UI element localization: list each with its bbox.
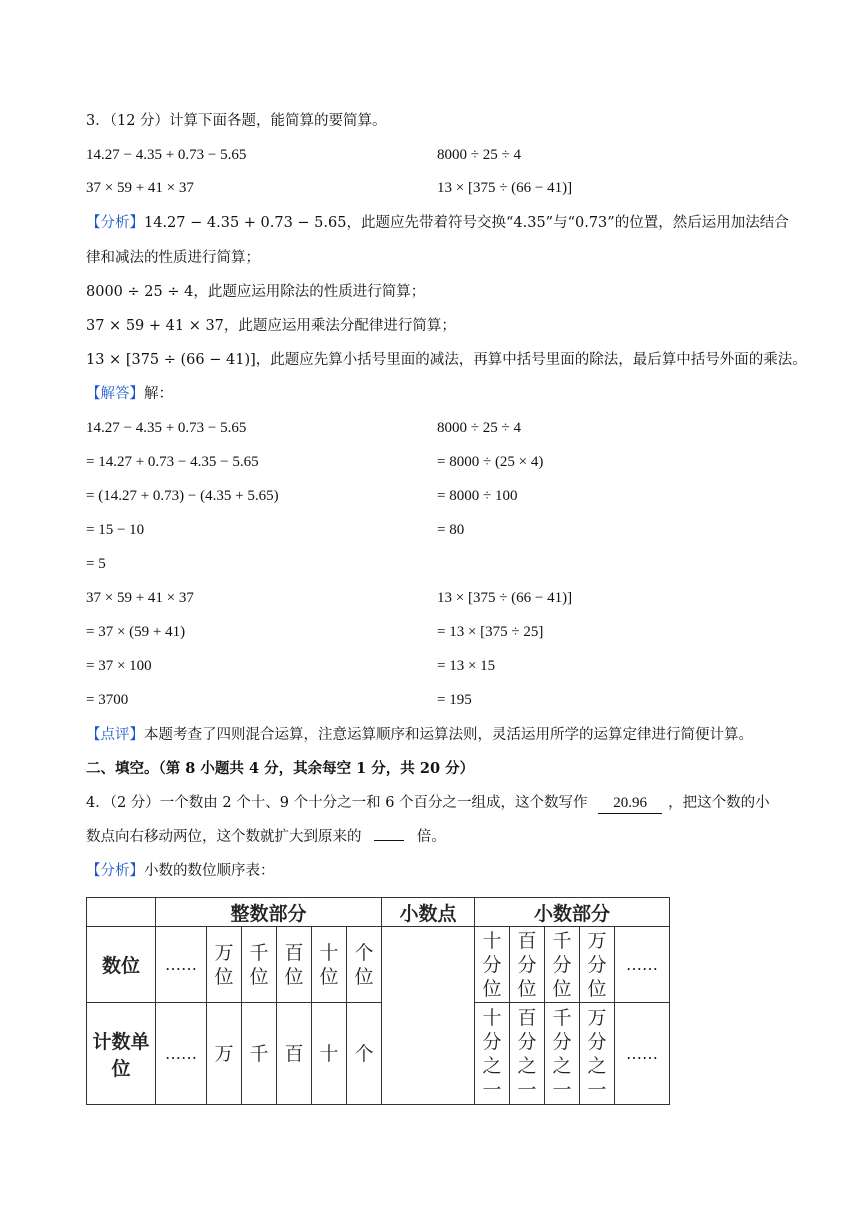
- decimal-point-cell: [382, 927, 475, 1105]
- comment-text: 本题考查了四则混合运算，注意运算顺序和运算法则，灵活运用所学的运算定律进行简便计算。: [144, 727, 753, 743]
- left-step: = 37 × (59 + 41): [86, 624, 186, 640]
- left-step: = 3700: [86, 692, 129, 708]
- dec-place-cell: 万 分 位: [580, 927, 615, 1003]
- int-unit-cell: 个: [347, 1003, 382, 1105]
- left-step: = 15 − 10: [86, 522, 145, 538]
- int-unit-cell: 百: [277, 1003, 312, 1105]
- dec-unit-cell: 十 分 之 一: [475, 1003, 510, 1105]
- integer-part-header: 整数部分: [156, 898, 382, 927]
- q4-text-1: 4．（2 分）一个数由 2 个十、9 个十分之一和 6 个百分之一组成，这个数写作: [86, 795, 588, 811]
- right-step: 13 × [375 ÷ (66 − 41)]: [437, 590, 573, 606]
- place-value-table: [86, 897, 670, 1105]
- int-unit-cell: 万: [207, 1003, 242, 1105]
- q3-problem-1: 14.27 − 4.35 + 0.73 − 5.65: [86, 147, 247, 163]
- right-step: = 80: [437, 522, 465, 538]
- int-place-cell: 千 位: [242, 927, 277, 1003]
- int-place-cell: 个 位: [347, 927, 382, 1003]
- q3-analysis-line-3: 8000 ÷ 25 ÷ 4，此题应运用除法的性质进行简算；: [86, 284, 426, 300]
- table-corner: [87, 898, 156, 927]
- dec-unit-cell: 万 分 之 一: [580, 1003, 615, 1105]
- q3-analysis-line-2: 律和减法的性质进行简算；: [86, 250, 260, 266]
- q4-answer-blank-2: [374, 840, 404, 841]
- int-place-cell: 百 位: [277, 927, 312, 1003]
- int-place-cell: 万 位: [207, 927, 242, 1003]
- q4-line-1: [86, 793, 770, 814]
- q3-analysis-line-4: 37 × 59 + 41 × 37，此题应运用乘法分配律进行简算；: [86, 318, 456, 334]
- right-step: = 195: [437, 692, 472, 708]
- q3-title: 3．（12 分）计算下面各题，能简算的要简算。: [86, 113, 387, 129]
- left-step: 14.27 − 4.35 + 0.73 − 5.65: [86, 420, 247, 436]
- q4-text-2: ，把这个数的小: [668, 795, 770, 811]
- dec-place-cell: 百 分 位: [510, 927, 545, 1003]
- analysis-text: 14.27 − 4.35 + 0.73 − 5.65，此题应先带着符号交换“4.35”与“0.73”的位置，然后运用加法结合: [144, 215, 789, 231]
- decimal-part-header: 小数部分: [475, 898, 670, 927]
- answer-intro: 解：: [144, 386, 173, 402]
- decimal-point-header: 小数点: [382, 898, 475, 927]
- answer-tag: 【解答】: [86, 386, 144, 402]
- analysis-text: 小数的数位顺序表：: [144, 863, 275, 879]
- analysis-tag: 【分析】: [86, 863, 144, 879]
- int-unit-cell: 十: [312, 1003, 347, 1105]
- left-step: = 5: [86, 556, 106, 572]
- ellipsis: ……: [615, 927, 670, 1003]
- q3-analysis-line-5: 13 × [375 ÷ (66 − 41)]，此题应先算小括号里面的减法，再算中括号里面的除法，最后算中括号外面的乘法。: [86, 352, 807, 368]
- q3-problem-4: 13 × [375 ÷ (66 − 41)]: [437, 180, 573, 196]
- analysis-tag: 【分析】: [86, 215, 144, 231]
- q4-text-4: 倍。: [416, 829, 446, 845]
- right-step: = 13 × 15: [437, 658, 496, 674]
- int-place-cell: 十 位: [312, 927, 347, 1003]
- q3-problem-2: 8000 ÷ 25 ÷ 4: [437, 147, 521, 163]
- int-unit-cell: 千: [242, 1003, 277, 1105]
- right-step: = 8000 ÷ (25 × 4): [437, 454, 544, 470]
- q4-analysis: [86, 861, 275, 881]
- dec-unit-cell: 百 分 之 一: [510, 1003, 545, 1105]
- dec-place-cell: 千 分 位: [545, 927, 580, 1003]
- q4-line-2: [86, 827, 446, 847]
- right-step: = 8000 ÷ 100: [437, 488, 518, 504]
- row-label-place: 数位: [87, 927, 156, 1003]
- row-label-unit: 计数单位: [87, 1003, 156, 1105]
- left-step: 37 × 59 + 41 × 37: [86, 590, 194, 606]
- q4-text-3: 数点向右移动两位，这个数就扩大到原来的: [86, 829, 362, 845]
- q3-comment: [86, 725, 753, 745]
- q3-problem-3: 37 × 59 + 41 × 37: [86, 180, 194, 196]
- q3-answer-heading: [86, 384, 173, 404]
- left-step: = 37 × 100: [86, 658, 152, 674]
- comment-tag: 【点评】: [86, 727, 144, 743]
- left-step: = 14.27 + 0.73 − 4.35 − 5.65: [86, 454, 259, 470]
- right-step: 8000 ÷ 25 ÷ 4: [437, 420, 521, 436]
- q4-answer-blank-1: 20.96: [598, 793, 662, 814]
- right-step: = 13 × [375 ÷ 25]: [437, 624, 544, 640]
- section-title: 二、填空。（第 8 小题共 4 分，其余每空 1 分，共 20 分）: [86, 760, 475, 777]
- ellipsis: ……: [156, 927, 207, 1003]
- dec-place-cell: 十 分 位: [475, 927, 510, 1003]
- q3-analysis-line-1: [86, 213, 789, 233]
- dec-unit-cell: 千 分 之 一: [545, 1003, 580, 1105]
- left-step: = (14.27 + 0.73) − (4.35 + 5.65): [86, 488, 279, 504]
- ellipsis: ……: [156, 1003, 207, 1105]
- ellipsis: ……: [615, 1003, 670, 1105]
